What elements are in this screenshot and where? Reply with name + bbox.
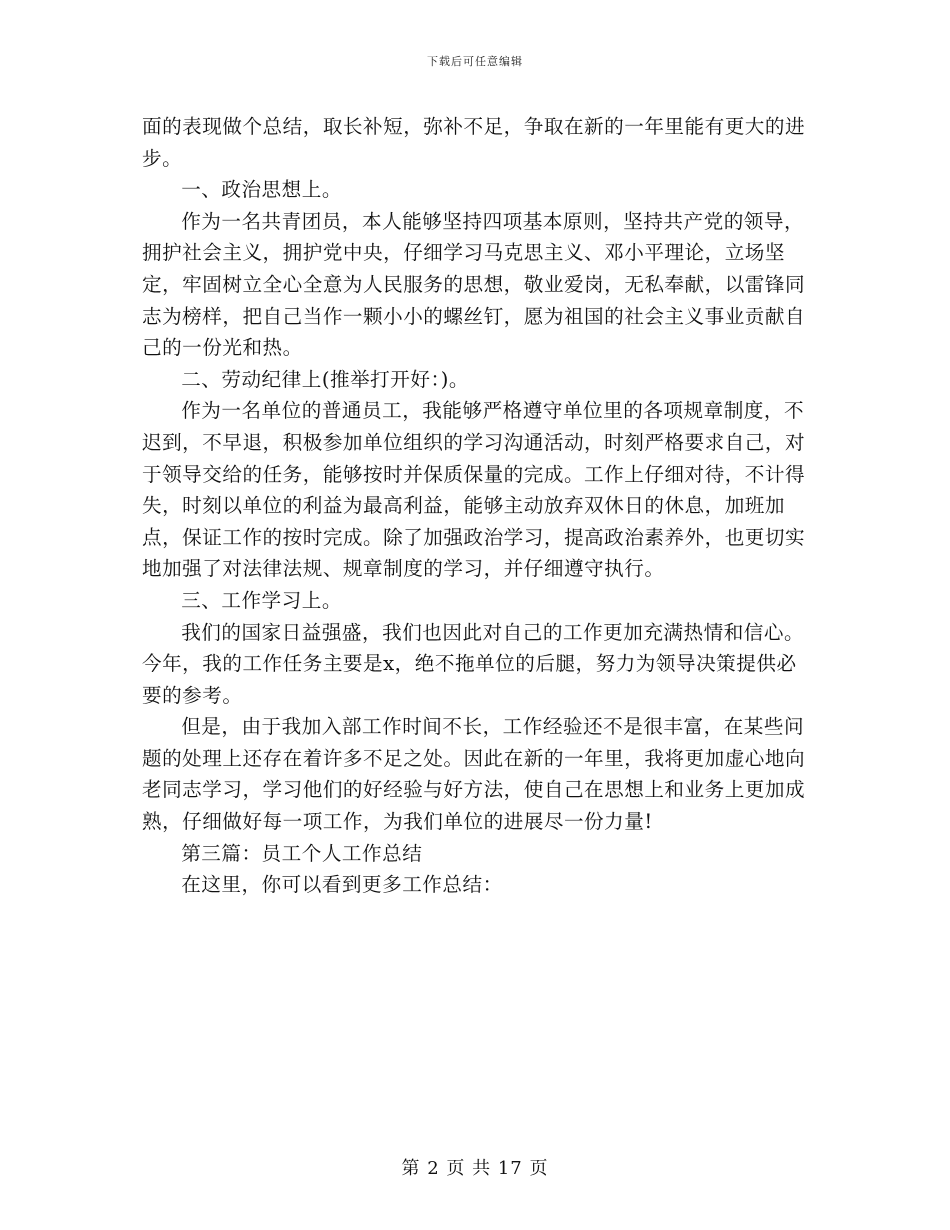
document-body (142, 111, 812, 901)
section-heading-work-study: 三、工作学习上。 (181, 588, 342, 612)
paragraph-politics: 作为一名共青团员，本人能够坚持四项基本原则，坚持共产党的领导，拥护社会主义，拥护党中央，仔细学习马克思主义、邓小平理论，立场坚定，牢固树立全心全意为人民服务的思想，敬业爱岗，无私奉献，以雷锋同志为榜样，把自己当作一颗小小的螺丝钉，愿为祖国的社会主义事业贡献自己的一份光和热。 (142, 209, 806, 360)
paragraph-discipline: 作为一名单位的普通员工，我能够严格遵守单位里的各项规章制度，不迟到，不早退，积极参加单位组织的学习沟通活动，时刻严格要求自己，对于领导交给的任务，能够按时并保质保量的完成。工作上仔细对待，不计得失，时刻以单位的利益为最高利益，能够主动放弃双休日的休息，加班加点，保证工作的按时完成。除了加强政治学习，提高政治素养外，也更切实地加强了对法律法规、规章制度的学习，并仔细遵守执行。 (142, 399, 806, 581)
chapter-heading: 第三篇：员工个人工作总结 (181, 841, 423, 865)
paragraph-continuation: 面的表现做个总结，取长补短，弥补不足，争取在新的一年里能有更大的进步。 (142, 115, 806, 170)
paragraph-improvement: 但是，由于我加入部工作时间不长，工作经验还不是很丰富，在某些问题的处理上还存在着许多不足之处。因此在新的一年里，我将更加虚心地向老同志学习，学习他们的好经验与好方法，使自己在思想上和业务上更加成熟，仔细做好每一项工作，为我们单位的进展尽一份力量! (142, 715, 806, 834)
section-heading-politics: 一、政治思想上。 (181, 178, 342, 202)
paragraph-more-summaries: 在这里，你可以看到更多工作总结： (181, 873, 503, 897)
page-number-footer: 第 2 页 共 17 页 (401, 1158, 549, 1179)
section-heading-discipline: 二、劳动纪律上(推举打开好：)。 (181, 367, 469, 391)
page-header: 下载后可任意编辑 (427, 55, 523, 68)
paragraph-work-study: 我们的国家日益强盛，我们也因此对自己的工作更加充满热情和信心。今年，我的工作任务主要是x，绝不拖单位的后腿，努力为领导决策提供必要的参考。 (142, 620, 805, 707)
